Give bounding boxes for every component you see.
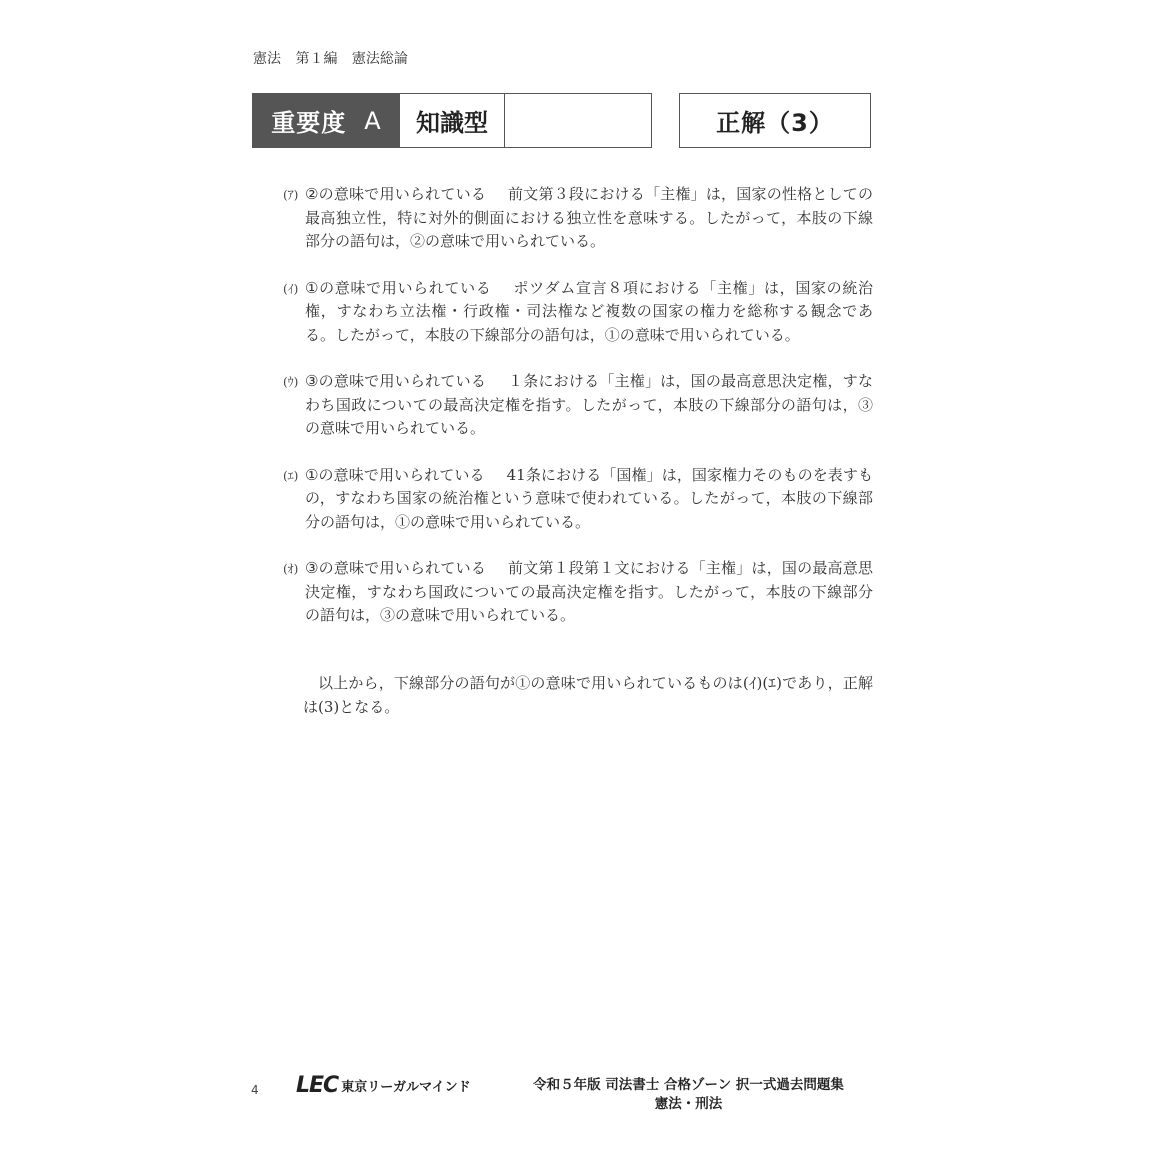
importance-label: 重要度 [271, 109, 347, 137]
item-head: ③の意味で用いられている [305, 559, 487, 577]
item-body: ポツダム宣言８項における「主権」は，国家の統治権，すなわち立法権・行政権・司法権など複数の国家の権力を総称する観念である。したがって，本肢の下線部分の語句は，①の意味で用いられている。 [305, 278, 874, 344]
publisher-name: 東京リーガルマインド [341, 1080, 471, 1095]
explanation-item [283, 183, 873, 254]
book-title [516, 1076, 861, 1114]
item-body: 41条における「国権」は，国家権力そのものを表すもの，すなわち国家の統治権という意味で使われている。したがって，本肢の下線部分の語句は，①の意味で用いられている。 [305, 465, 873, 531]
running-head-chapter: 憲法総論 [351, 51, 408, 67]
lec-logo-mark: LEC [296, 1073, 339, 1098]
importance-badge [253, 94, 400, 147]
item-body: 前文第１段第１文における「主権」は，国の最高意思決定権，すなわち国政についての最高決定権を指す。したがって，本肢の下線部分の語句は，③の意味で用いられている。 [305, 559, 873, 624]
item-head: ①の意味で用いられている [305, 278, 492, 297]
blank-cell [505, 94, 651, 147]
item-marker: (ｵ) [283, 562, 299, 576]
running-head-part: 第１編 [295, 51, 338, 67]
running-head [253, 48, 418, 68]
page-number: 4 [251, 1083, 259, 1097]
item-body: １条における「主権」は，国の最高意思決定権，すなわち国政についての最高決定権を指す。したがって，本肢の下線部分の語句は，③の意味で用いられている。 [305, 372, 873, 437]
book-title-line1: 令和５年版 司法書士 合格ゾーン 択一式過去問題集 [533, 1077, 844, 1093]
item-head: ③の意味で用いられている [305, 372, 487, 390]
conclusion-paragraph: 以上から，下線部分の語句が①の意味で用いられているものは(ｲ)(ｴ)であり，正解は(3)となる。 [303, 674, 873, 716]
question-header-box [252, 93, 652, 148]
explanation-item [283, 370, 873, 441]
book-title-line2: 憲法・刑法 [654, 1096, 723, 1112]
item-marker: (ｱ) [283, 188, 299, 202]
question-type: 知識型 [400, 94, 505, 147]
importance-grade: A [364, 106, 382, 135]
item-marker: (ｲ) [283, 281, 299, 296]
running-head-subject: 憲法 [253, 51, 281, 67]
explanation-item [283, 464, 873, 535]
item-marker: (ｴ) [283, 468, 299, 483]
explanation-list [283, 183, 873, 651]
item-marker: (ｳ) [283, 375, 299, 389]
publisher-logo [296, 1073, 471, 1098]
explanation-item [283, 557, 873, 628]
item-head: ①の意味で用いられている [305, 465, 485, 484]
item-head: ②の意味で用いられている [305, 185, 487, 203]
answer-box: 正解（3） [679, 93, 871, 148]
explanation-item [283, 277, 873, 348]
item-body: 前文第３段における「主権」は，国家の性格としての最高独立性，特に対外的側面における独立性を意味する。したがって，本肢の下線部分の語句は，②の意味で用いられている。 [305, 185, 873, 250]
